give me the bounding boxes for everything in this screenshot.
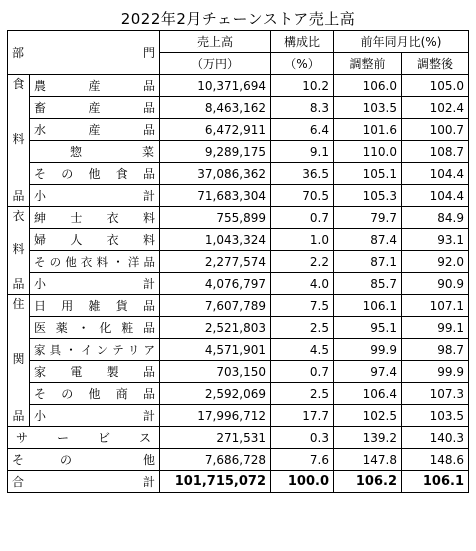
row-label: 紳士衣料 [30,207,160,229]
row-label: 農産品 [30,75,160,97]
row-before: 105.3 [334,185,402,207]
row-label: 家電製品 [30,361,160,383]
row-label: 合 計 [8,471,160,493]
row-sales: 7,607,789 [160,295,271,317]
row-share: 4.5 [271,339,334,361]
row-after: 93.1 [402,229,469,251]
row-sales: 7,686,728 [160,449,271,471]
row-label: その他衣料・洋品 [30,251,160,273]
header-yoy-after: 調整後 [402,53,469,75]
row-after: 104.4 [402,185,469,207]
table-row [8,449,469,471]
header-dept-left: 部 [12,46,25,60]
row-before: 139.2 [334,427,402,449]
row-before: 95.1 [334,317,402,339]
row-after: 98.7 [402,339,469,361]
subtotal-row [8,185,469,207]
row-sales: 37,086,362 [160,163,271,185]
row-after: 99.1 [402,317,469,339]
table-title: 2022年2月チェーンストア売上高 [120,10,356,28]
row-after: 90.9 [402,273,469,295]
row-label: 日用雑貨品 [30,295,160,317]
header-share: 構成比 [271,31,334,53]
row-share: 2.5 [271,317,334,339]
row-after: 107.3 [402,383,469,405]
header-row-1 [8,31,469,53]
group-clothing-end: 品 [8,273,30,295]
row-sales: 1,043,324 [160,229,271,251]
row-sales: 8,463,162 [160,97,271,119]
subtotal-row [8,405,469,427]
table-row [8,229,469,251]
row-before: 105.1 [334,163,402,185]
row-share: 0.7 [271,361,334,383]
row-before: 102.5 [334,405,402,427]
chain-store-sales-table [7,30,469,493]
row-label: サービス [8,427,160,449]
row-share: 17.7 [271,405,334,427]
row-label: 小 計 [30,273,160,295]
table-row [8,97,469,119]
row-share: 2.5 [271,383,334,405]
subtotal-row [8,273,469,295]
row-sales: 17,996,712 [160,405,271,427]
row-before: 106.0 [334,75,402,97]
row-share: 6.4 [271,119,334,141]
row-after: 148.6 [402,449,469,471]
row-after: 104.4 [402,163,469,185]
row-before: 106.4 [334,383,402,405]
row-label: 小 計 [30,405,160,427]
group-food-end: 品 [8,185,30,207]
table-row [8,141,469,163]
row-share: 36.5 [271,163,334,185]
table-row [8,361,469,383]
group-food-label: 食 料 [8,75,30,185]
table-row [8,427,469,449]
row-sales: 6,472,911 [160,119,271,141]
group-clothing-label: 衣 料 [8,207,30,273]
header-yoy: 前年同月比(%) [334,31,469,53]
total-share: 100.0 [271,471,334,493]
row-label: その他食品 [30,163,160,185]
row-sales: 4,571,901 [160,339,271,361]
row-before: 101.6 [334,119,402,141]
table-row [8,251,469,273]
table-row [8,383,469,405]
row-before: 103.5 [334,97,402,119]
group-living-end: 品 [8,405,30,427]
header-dept-right: 門 [142,46,155,60]
row-before: 97.4 [334,361,402,383]
table-row [8,119,469,141]
row-sales: 4,076,797 [160,273,271,295]
row-sales: 71,683,304 [160,185,271,207]
total-sales: 101,715,072 [160,471,271,493]
total-row [8,471,469,493]
header-sales: 売上高 [160,31,271,53]
row-label: 水産品 [30,119,160,141]
row-share: 4.0 [271,273,334,295]
row-after: 100.7 [402,119,469,141]
row-after: 108.7 [402,141,469,163]
row-after: 92.0 [402,251,469,273]
row-sales: 271,531 [160,427,271,449]
row-sales: 9,289,175 [160,141,271,163]
row-before: 85.7 [334,273,402,295]
group-living-label: 住 関 [8,295,30,405]
row-share: 9.1 [271,141,334,163]
row-label: 惣菜 [30,141,160,163]
total-before: 106.2 [334,471,402,493]
row-before: 106.1 [334,295,402,317]
row-before: 147.8 [334,449,402,471]
row-share: 70.5 [271,185,334,207]
row-label: 畜産品 [30,97,160,119]
row-label: 婦人衣料 [30,229,160,251]
row-label: 小 計 [30,185,160,207]
table-row [8,207,469,229]
row-after: 84.9 [402,207,469,229]
row-share: 0.3 [271,427,334,449]
row-sales: 10,371,694 [160,75,271,97]
row-before: 99.9 [334,339,402,361]
row-share: 8.3 [271,97,334,119]
row-before: 79.7 [334,207,402,229]
row-label: その 他 [8,449,160,471]
row-sales: 755,899 [160,207,271,229]
header-share-unit: （%） [271,53,334,75]
row-share: 10.2 [271,75,334,97]
row-before: 87.1 [334,251,402,273]
row-after: 105.0 [402,75,469,97]
row-sales: 2,521,803 [160,317,271,339]
table-row [8,339,469,361]
table-row [8,317,469,339]
row-label: 医薬・化粧品 [30,317,160,339]
row-after: 102.4 [402,97,469,119]
row-share: 7.5 [271,295,334,317]
row-share: 2.2 [271,251,334,273]
row-before: 87.4 [334,229,402,251]
row-after: 103.5 [402,405,469,427]
row-before: 110.0 [334,141,402,163]
row-share: 0.7 [271,207,334,229]
row-sales: 2,277,574 [160,251,271,273]
table-row [8,295,469,317]
row-share: 1.0 [271,229,334,251]
row-after: 107.1 [402,295,469,317]
row-label: 家具・インテリア [30,339,160,361]
row-after: 140.3 [402,427,469,449]
table-row [8,75,469,97]
row-sales: 703,150 [160,361,271,383]
row-sales: 2,592,069 [160,383,271,405]
header-yoy-before: 調整前 [334,53,402,75]
table-row [8,163,469,185]
total-after: 106.1 [402,471,469,493]
header-sales-unit: （万円） [160,53,271,75]
row-share: 7.6 [271,449,334,471]
row-after: 99.9 [402,361,469,383]
row-label: その他商品 [30,383,160,405]
header-dept [8,31,160,75]
